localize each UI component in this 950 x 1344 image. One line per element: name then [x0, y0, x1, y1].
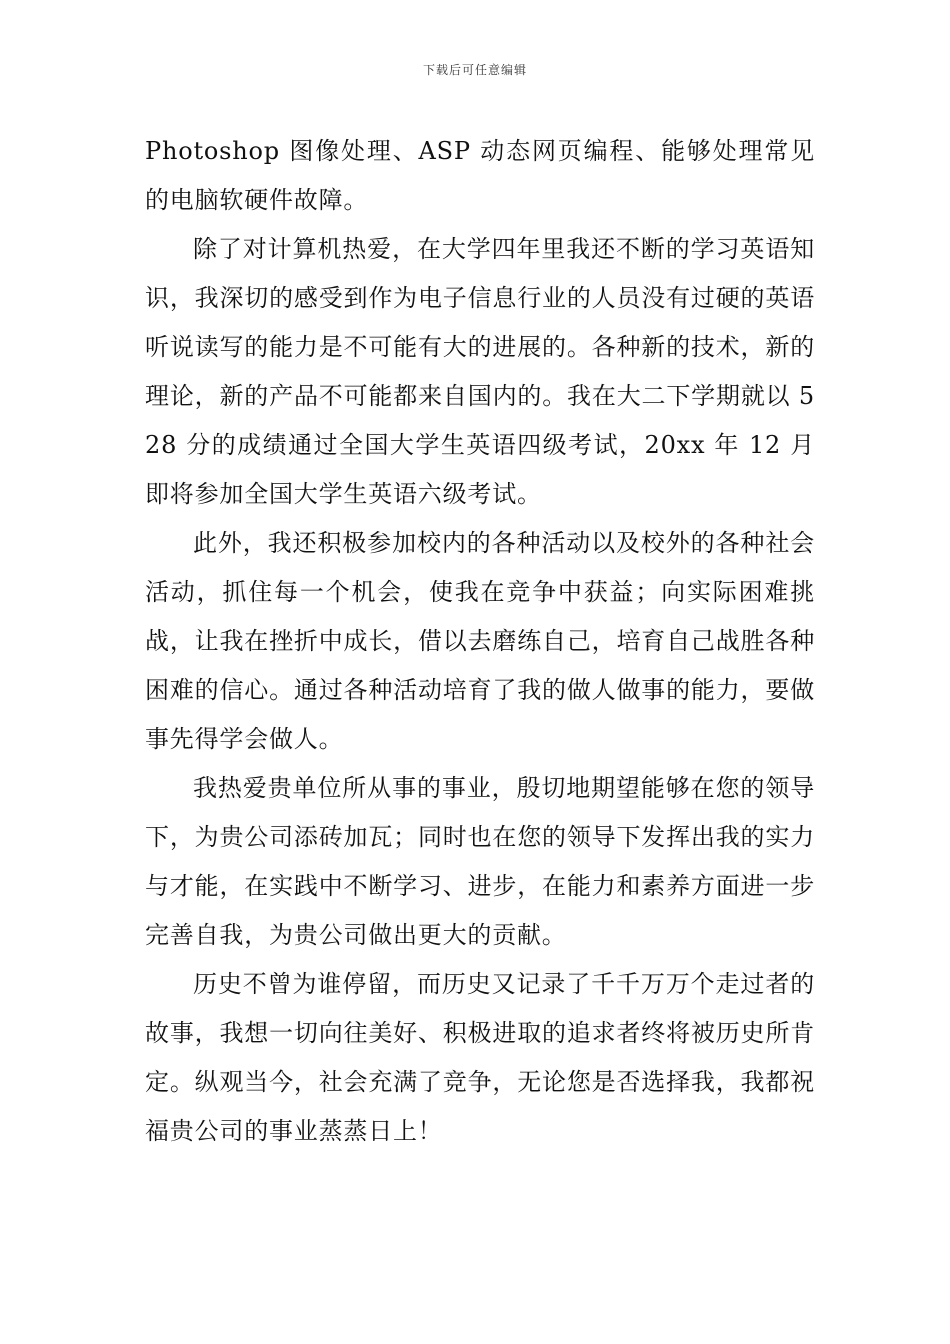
paragraph-continuation: Photoshop 图像处理、ASP 动态网页编程、能够处理常见的电脑软硬件故障。	[145, 137, 815, 214]
paragraph-closing: 历史不曾为谁停留，而历史又记录了千千万万个走过者的故事，我想一切向往美好、积极进取的追求者终将被历史所肯定。纵观当今，社会充满了竞争，无论您是否选择我，我都祝福贵公司的事业蒸蒸日上！	[145, 970, 815, 1145]
paragraph-english-study: 除了对计算机热爱，在大学四年里我还不断的学习英语知识，我深切的感受到作为电子信息行业的人员没有过硬的英语听说读写的能力是不可能有大的进展的。各种新的技术，新的理论，新的产品不可能都来自国内的。我在大二下学期就以 528 分的成绩通过全国大学生英语四级考试，20xx 年 12 月即将参加全国大学生英语六级考试。	[145, 235, 815, 508]
page-header-note: 下载后可任意编辑	[422, 63, 527, 77]
paragraph-career-aspiration: 我热爱贵单位所从事的事业，殷切地期望能够在您的领导下，为贵公司添砖加瓦；同时也在您的领导下发挥出我的实力与才能，在实践中不断学习、进步，在能力和素养方面进一步完善自我，为贵公司做出更大的贡献。	[145, 774, 815, 949]
paragraph-activities: 此外，我还积极参加校内的各种活动以及校外的各种社会活动，抓住每一个机会，使我在竞争中获益；向实际困难挑战，让我在挫折中成长，借以去磨练自己，培育自己战胜各种困难的信心。通过各种活动培育了我的做人做事的能力，要做事先得学会做人。	[145, 529, 815, 753]
document-body	[145, 127, 815, 1156]
